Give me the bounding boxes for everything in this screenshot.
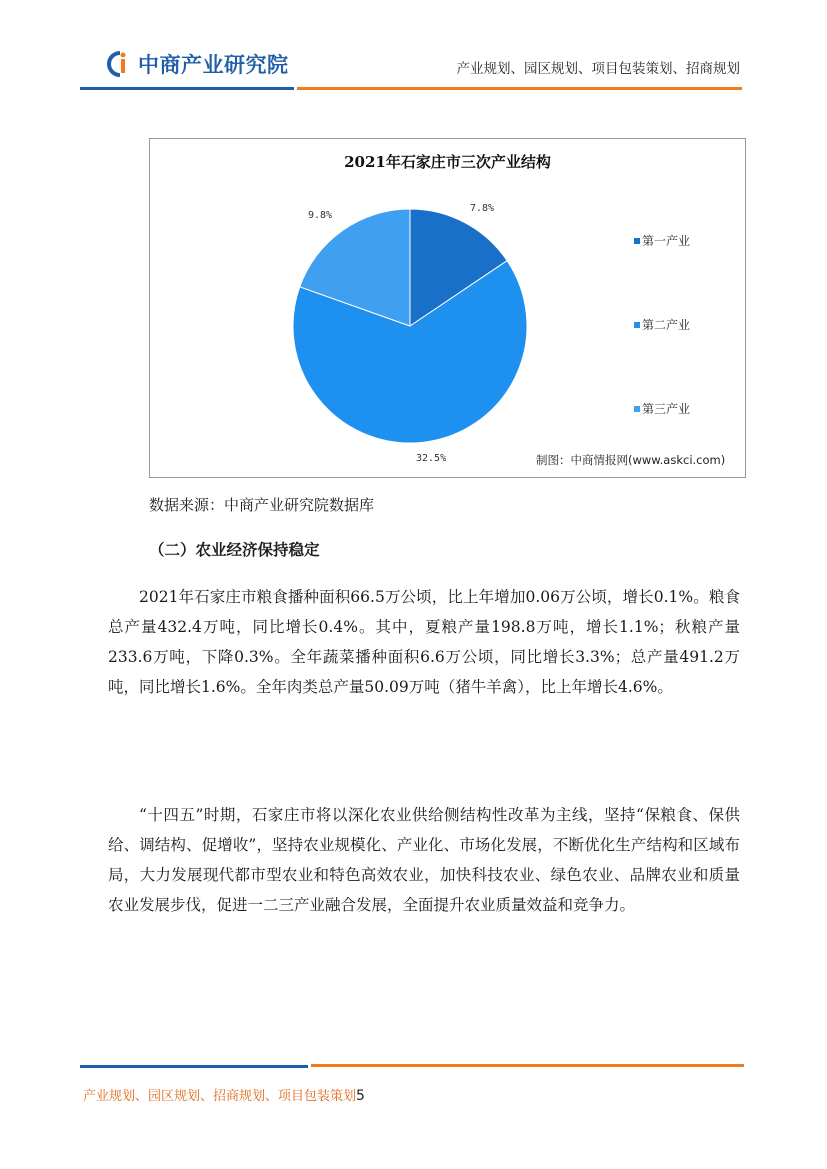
header-slogan: 产业规划、园区规划、项目包装策划、招商规划 — [456, 61, 740, 77]
footer-rule-orange — [311, 1064, 744, 1067]
chart-credit: 制图：中商情报网(www.askci.com) — [536, 453, 726, 467]
slice-label-secondary: 32.5% — [416, 453, 447, 464]
logo-text: 中商产业研究院 — [138, 53, 289, 77]
slice-label-primary: 7.8% — [470, 203, 495, 214]
legend-item-primary — [634, 232, 690, 249]
header-rule-blue — [80, 87, 294, 90]
legend-label-secondary: 第二产业 — [642, 318, 691, 332]
footer-rule-blue — [80, 1065, 308, 1068]
logo — [106, 48, 289, 80]
section-heading: （二）农业经济保持稳定 — [149, 541, 320, 559]
legend-swatch-secondary — [634, 322, 640, 328]
data-source: 数据来源：中商产业研究院数据库 — [149, 496, 375, 514]
legend-item-secondary — [634, 316, 690, 333]
paragraph-agriculture-stats: 2021年石家庄市粮食播种面积66.5万公顷，比上年增加0.06万公顷，增长0.1%。粮食总产量432.4万吨，同比增长0.4%。其中，夏粮产量198.8万吨，增长1.1%；秋粮产量233.6万吨，下降0.3%。全年蔬菜播种面积6.6万公顷，同比增长3.3%；总产量491.2万吨，同比增长1.6%。全年肉类总产量50.09万吨（猪牛羊禽），比上年增长4.6%。 — [108, 588, 740, 696]
legend-item-tertiary — [634, 400, 690, 417]
header-rule-orange — [297, 87, 742, 90]
pie-svg — [150, 139, 745, 477]
footer-text — [83, 1085, 365, 1104]
legend-label-primary: 第一产业 — [642, 234, 691, 248]
legend-swatch-tertiary — [634, 406, 640, 412]
footer-slogan: 产业规划、园区规划、招商规划、项目包装策划 — [83, 1089, 357, 1104]
chart-title: 2021年石家庄市三次产业结构 — [344, 153, 551, 171]
pie-chart — [149, 138, 746, 478]
legend-label-tertiary: 第三产业 — [642, 402, 691, 416]
legend-swatch-primary — [634, 238, 640, 244]
paragraph-fourteenth-plan: “十四五”时期，石家庄市将以深化农业供给侧结构性改革为主线，坚持“保粮食、保供给、调结构、促增收”，坚持农业规模化、产业化、市场化发展，不断优化生产结构和区域布局，大力发展现代都市型农业和特色高效农业，加快科技农业、绿色农业、品牌农业和质量农业发展步伐，促进一二三产业融合发展，全面提升农业质量效益和竞争力。 — [108, 806, 740, 914]
page-number: 5 — [356, 1088, 365, 1104]
slice-label-tertiary: 9.8% — [308, 210, 333, 221]
ci-logo-icon — [106, 50, 134, 78]
